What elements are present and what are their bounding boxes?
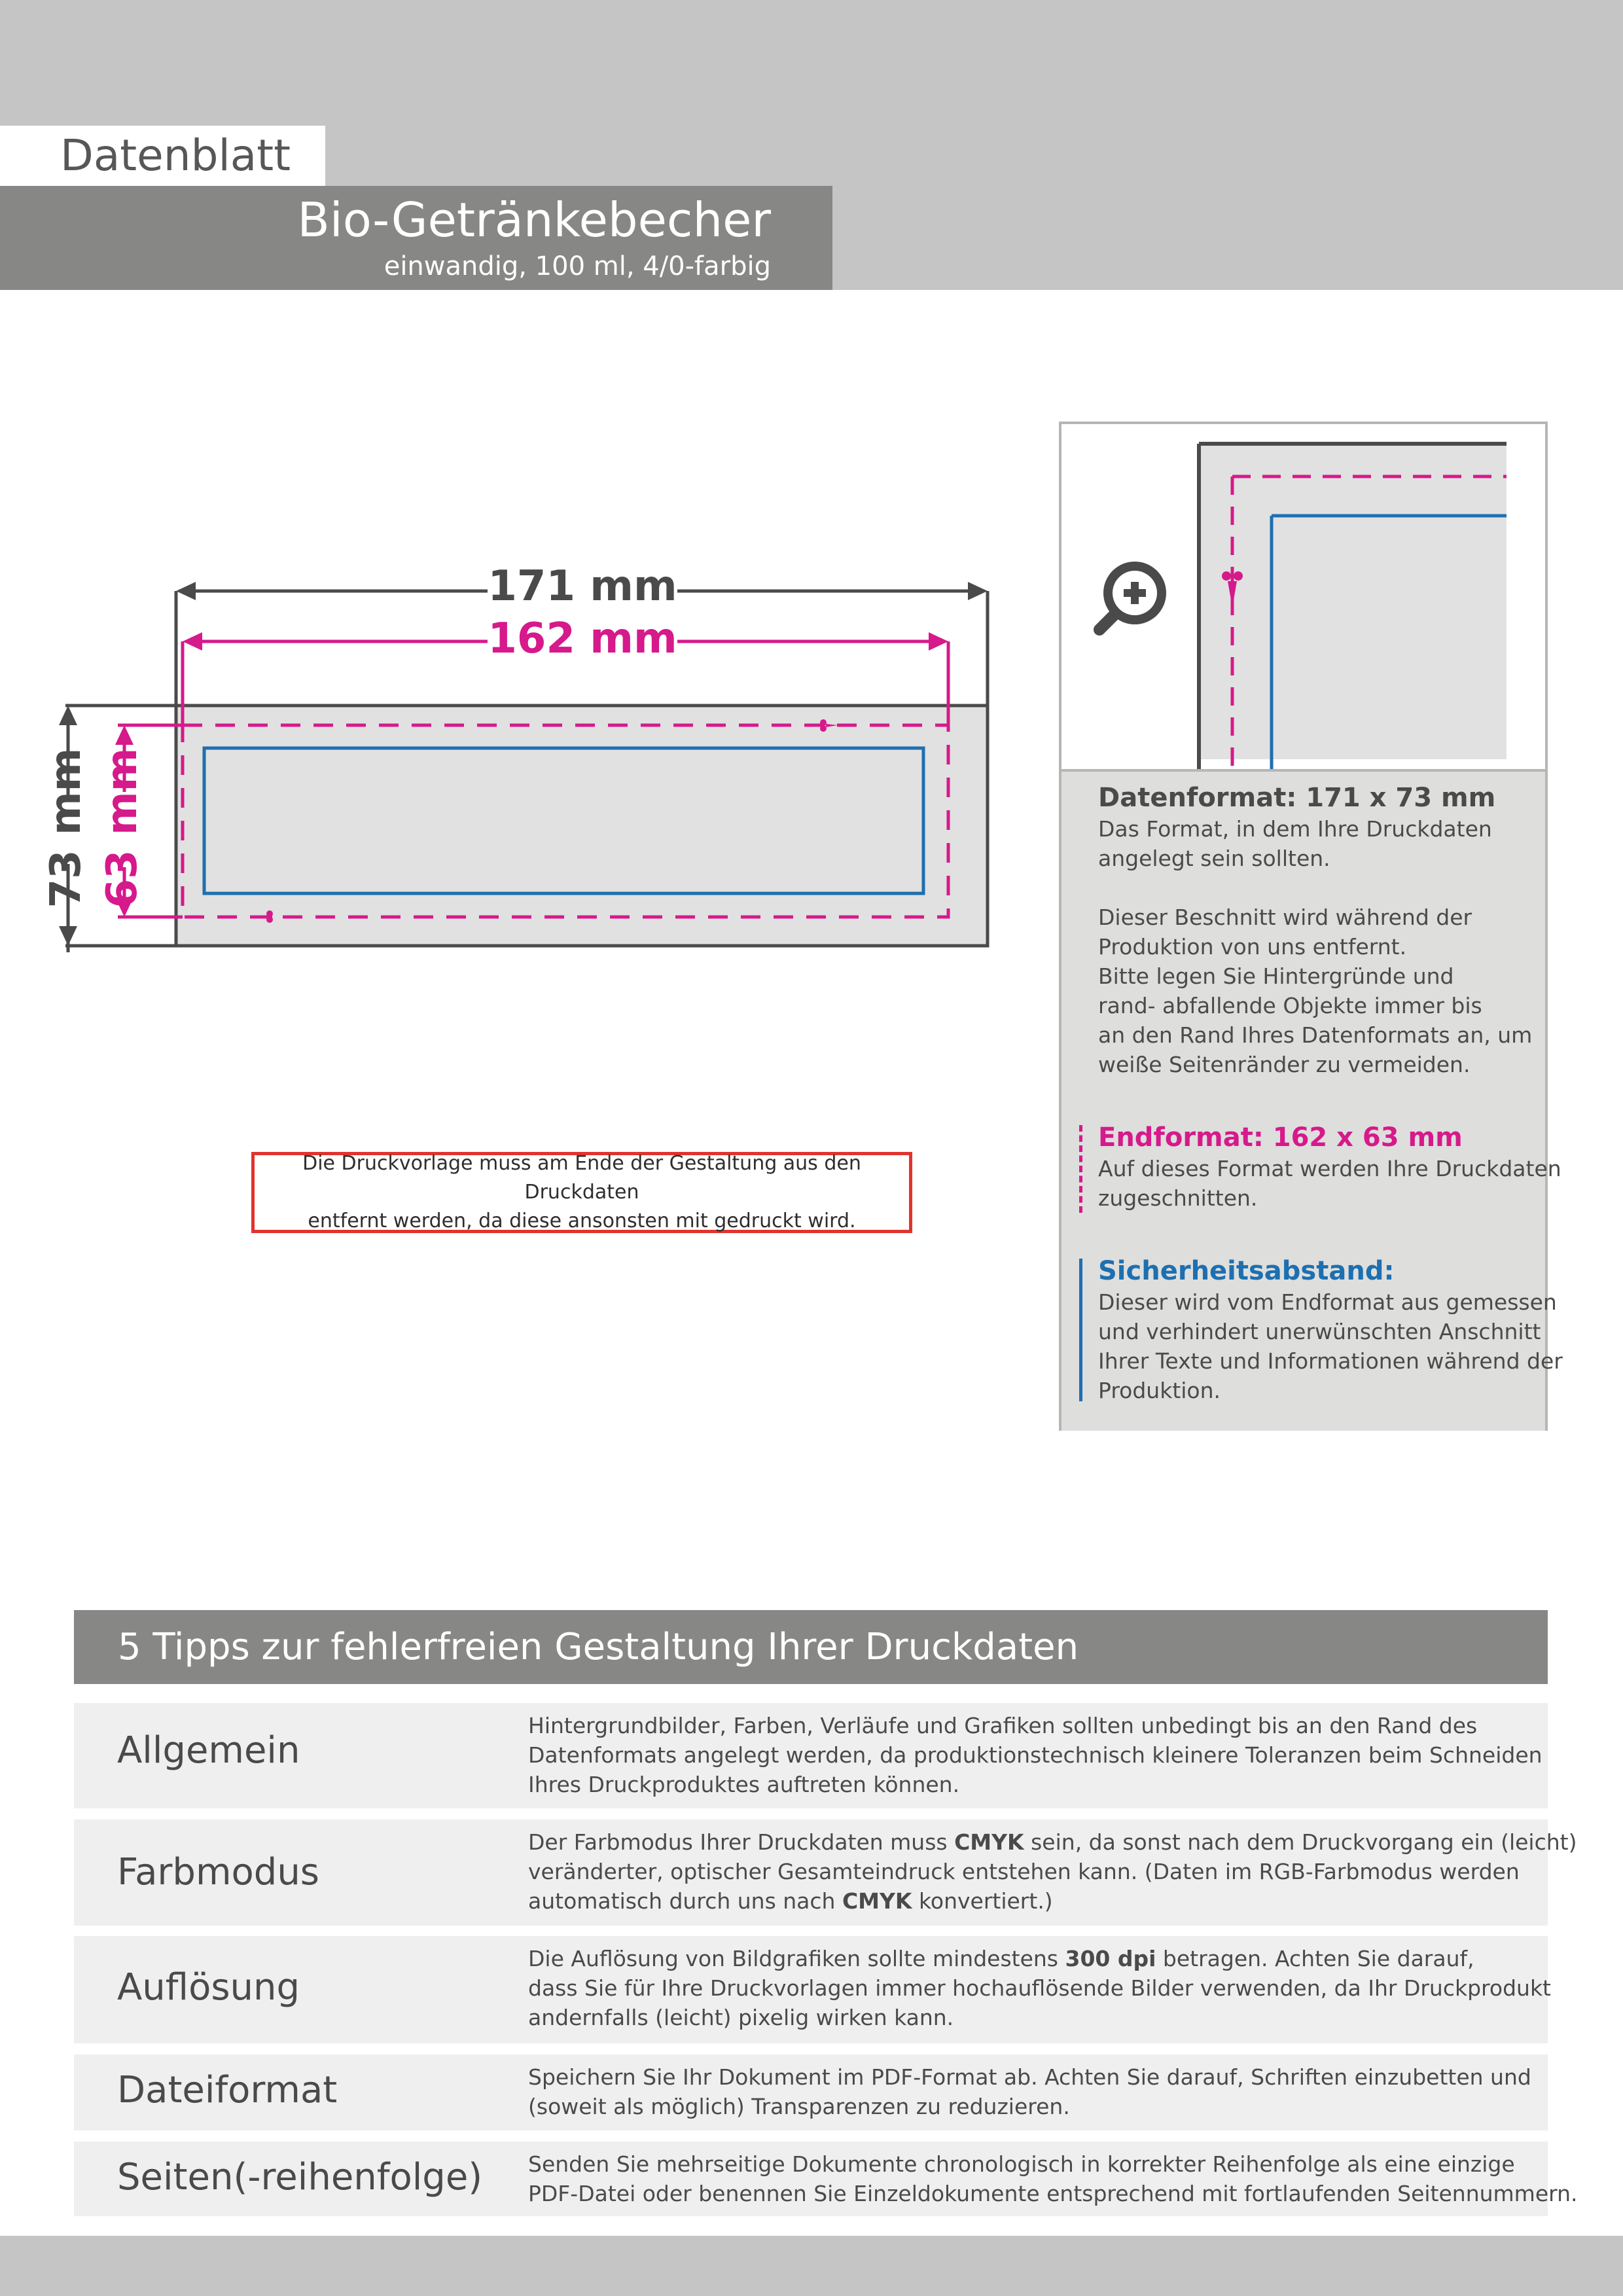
tip-line: (soweit als möglich) Transparenzen zu reduzieren. <box>528 2094 1070 2119</box>
tip-line: Datenformats angelegt werden, da produktionstechnisch kleinere Toleranzen beim Schneiden <box>528 1742 1543 1768</box>
endformat-marker <box>1079 1125 1082 1213</box>
tip-row-farbmodus <box>74 1820 1577 1926</box>
tip-line: Ihres Druckproduktes auftreten können. <box>528 1772 960 1797</box>
endformat-heading: Endformat: 162 x 63 mm <box>1098 1122 1463 1153</box>
tip-text <box>528 2062 1531 2121</box>
document-type-tab: Datenblatt <box>0 126 325 186</box>
final-height-label: 63 mm <box>98 747 147 908</box>
tip-line: Senden Sie mehrseitige Dokumente chronologisch in korrekter Reihenfolge als eine einzige <box>528 2151 1515 2177</box>
tip-label: Farbmodus <box>117 1851 319 1893</box>
datenformat-line: Produktion von uns entfernt. <box>1098 934 1407 960</box>
template-warning-note <box>251 1152 912 1233</box>
format-diagram <box>0 550 1021 1073</box>
datenformat-heading: Datenformat: 171 x 73 mm <box>1098 783 1496 813</box>
tip-row-aufloesung <box>74 1936 1551 2043</box>
sicherheitsabstand-line: Dieser wird vom Endformat aus gemessen <box>1098 1289 1557 1315</box>
tip-label: Allgemein <box>117 1729 300 1772</box>
tip-text <box>528 1827 1577 1916</box>
tip-label: Dateiformat <box>117 2069 338 2111</box>
tip-row-allgemein <box>74 1703 1548 1808</box>
sicherheitsabstand-section <box>1098 1255 1563 1405</box>
datenformat-line: Bitte legen Sie Hintergründe und <box>1098 963 1454 989</box>
endformat-line: zugeschnitten. <box>1098 1185 1258 1211</box>
tip-line: PDF-Datei oder benennen Sie Einzeldokumente entsprechend mit fortlaufenden Seitennummern. <box>528 2181 1578 2206</box>
zoom-detail-graphic <box>1061 424 1545 769</box>
tip-row-seitenreihenfolge <box>74 2142 1578 2216</box>
format-info-panel <box>1059 422 1563 1431</box>
zoom-in-icon <box>1099 562 1166 630</box>
tip-line: andernfalls (leicht) pixelig wirken kann. <box>528 2005 954 2030</box>
safety-distance-marker <box>1079 1259 1082 1401</box>
data-height-label: 73 mm <box>42 747 90 908</box>
footer-band <box>0 2236 1623 2296</box>
tip-text <box>528 2149 1578 2208</box>
tip-line: Der Farbmodus Ihrer Druckdaten muss CMYK sein, da sonst nach dem Druckvorgang ein (leicht) <box>528 1829 1577 1855</box>
data-format-rect <box>176 706 988 946</box>
datenformat-line: Dieser Beschnitt wird während der <box>1098 905 1472 930</box>
endformat-line: Auf dieses Format werden Ihre Druckdaten <box>1098 1156 1561 1181</box>
sicherheitsabstand-heading: Sicherheitsabstand: <box>1098 1256 1395 1286</box>
final-width-label: 162 mm <box>488 615 677 663</box>
zoom-detail <box>1061 424 1545 769</box>
data-width-label: 171 mm <box>488 562 677 611</box>
warning-line-1: Die Druckvorlage muss am Ende der Gestaltung aus den Druckdaten <box>302 1152 861 1204</box>
format-legend <box>1061 769 1563 1431</box>
product-subtitle: einwandig, 100 ml, 4/0-farbig <box>383 251 771 281</box>
product-title: Bio-Getränkebecher <box>297 192 771 247</box>
datenformat-line: angelegt sein sollten. <box>1098 846 1330 871</box>
datenformat-section <box>1098 781 1532 1079</box>
warning-line-2: entfernt werden, da diese ansonsten mit gedruckt wird. <box>308 1210 856 1232</box>
tip-line: automatisch durch uns nach CMYK konvertiert.) <box>528 1888 1053 1914</box>
tip-text <box>528 1711 1543 1799</box>
tips-title: 5 Tipps zur fehlerfreien Gestaltung Ihrer Druckdaten <box>74 1610 1548 1684</box>
tip-line: dass Sie für Ihre Druckvorlagen immer hochauflösende Bilder verwenden, da Ihr Druckprodukt <box>528 1975 1551 2001</box>
endformat-section <box>1098 1121 1561 1213</box>
product-title-box <box>0 186 832 290</box>
datenformat-line: Das Format, in dem Ihre Druckdaten <box>1098 816 1492 842</box>
tip-label: Seiten(-reihenfolge) <box>117 2156 483 2198</box>
sicherheitsabstand-line: Produktion. <box>1098 1378 1221 1403</box>
datenformat-line: weiße Seitenränder zu vermeiden. <box>1098 1052 1471 1077</box>
datenformat-line: rand- abfallende Objekte immer bis <box>1098 993 1482 1018</box>
tip-line: veränderter, optischer Gesamteindruck entstehen kann. (Daten im RGB-Farbmodus werden <box>528 1859 1520 1884</box>
sicherheitsabstand-line: und verhindert unerwünschten Anschnitt <box>1098 1319 1541 1344</box>
tip-line: Hintergrundbilder, Farben, Verläufe und Grafiken sollten unbedingt bis an den Rand des <box>528 1713 1478 1738</box>
datenformat-line <box>1098 873 1532 903</box>
sicherheitsabstand-line: Ihrer Texte und Informationen während der <box>1098 1348 1563 1374</box>
tip-line: Speichern Sie Ihr Dokument im PDF-Format ab. Achten Sie darauf, Schriften einzubetten und <box>528 2064 1531 2090</box>
tip-label: Auflösung <box>117 1966 300 2009</box>
tip-row-dateiformat <box>74 2054 1548 2130</box>
tip-text <box>528 1944 1551 2032</box>
datenformat-line: an den Rand Ihres Datenformats an, um <box>1098 1022 1533 1048</box>
tip-line: Die Auflösung von Bildgrafiken sollte mindestens 300 dpi betragen. Achten Sie darauf, <box>528 1946 1474 1971</box>
